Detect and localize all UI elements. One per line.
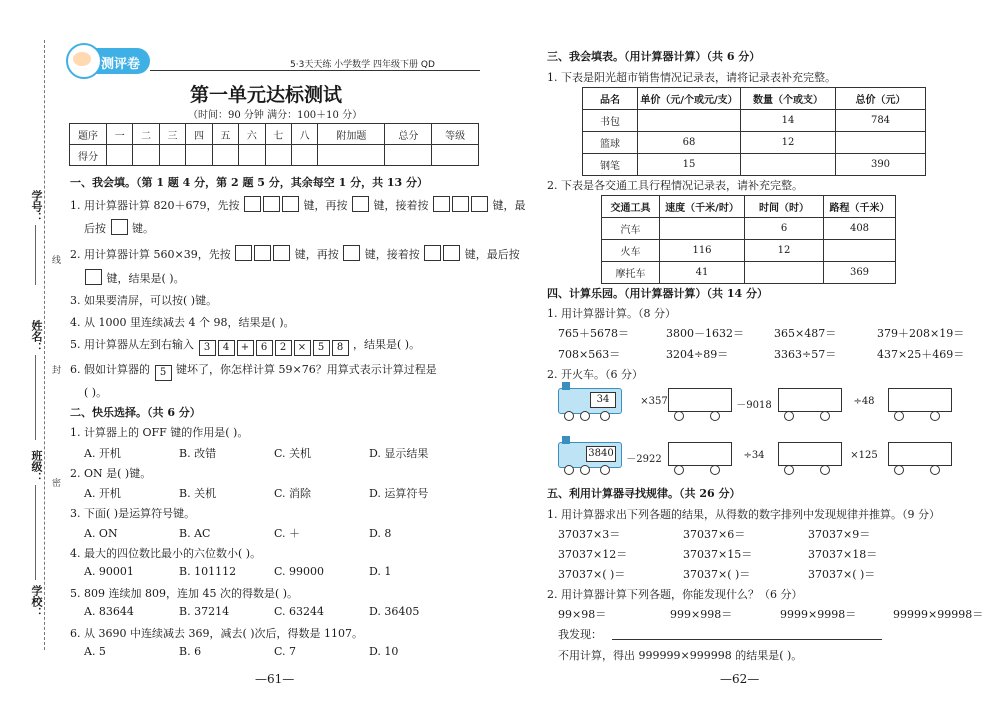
calc-item: 3204÷89＝ [666,348,729,361]
discover-label: 我发现： [558,628,602,641]
pattern-item: 9999×9998＝ [780,608,857,621]
answer-box[interactable] [443,245,460,261]
calc-row [558,325,964,341]
key-box: 5 [313,340,330,356]
pattern-item: 37037×12＝ [558,548,628,561]
right-page [500,0,1000,708]
train-1 [550,384,980,424]
table-header: 交通工具 [602,196,660,218]
score-cell: 五 [212,124,238,145]
mc-question: 2. ON 是( )键。 [70,467,152,480]
answer-box[interactable] [352,196,369,212]
key-box: + [237,340,254,356]
section5-q1: 1. 用计算器求出下列各题的结果，从得数的数字排列中发现规律并推算。（9 分） [547,508,940,521]
option[interactable]: A. 开机 [84,447,121,460]
pattern-row [558,606,983,622]
score-blank[interactable] [432,145,479,166]
option[interactable]: A. 开机 [84,487,121,500]
table-row [602,262,896,284]
option[interactable]: B. 改错 [179,447,217,460]
option[interactable]: C. 7 [274,645,297,658]
score-blank[interactable] [133,145,159,166]
table-cell: 15 [638,154,741,176]
train-op: ÷34 [743,450,765,461]
key-box: 4 [218,340,235,356]
text: 键，结果是( )。 [106,272,185,285]
question-1-3: 3. 如果要清屏，可以按( )键。 [70,294,218,307]
train-car[interactable] [888,388,952,412]
key-box: 3 [199,340,216,356]
option[interactable]: B. 6 [179,645,202,658]
text: 2. 用计算器计算 560×39，先按 [70,248,231,261]
pattern-item: 99999×99998＝ [893,608,984,621]
key-box: 6 [256,340,273,356]
text: 键，接着按 [373,199,429,212]
answer-box[interactable] [263,196,280,212]
option[interactable]: B. 101112 [179,565,237,578]
table-cell: 12 [741,132,836,154]
answer-box[interactable] [111,219,128,235]
table-row [602,240,896,262]
score-blank[interactable] [107,145,133,166]
table-cell: 369 [824,262,896,284]
table-cell: 68 [638,132,741,154]
calc-item: 3800－1632＝ [666,327,744,340]
wheel [600,465,610,475]
option[interactable]: D. 10 [369,645,399,658]
mascot-face [73,52,91,66]
score-cell: 等级 [432,124,479,145]
chimney [562,436,570,444]
wheel [674,411,684,421]
table-cell: 汽车 [602,218,660,240]
score-blank[interactable] [318,145,385,166]
wheel [930,465,940,475]
table-header: 品名 [583,88,638,110]
pattern-item: 37037×15＝ [683,548,753,561]
side-line [35,355,36,440]
train-car[interactable] [888,442,952,466]
table-cell[interactable] [741,154,836,176]
discover-line[interactable] [612,639,882,640]
table-cell: 钢笔 [583,154,638,176]
answer-box[interactable] [85,269,102,285]
mc-options [84,525,464,541]
answer-box[interactable] [273,245,290,261]
pattern-row [558,546,877,562]
section4-q2: 2. 开火车。（6 分） [547,368,643,381]
train-start-box: 34 [590,392,616,408]
train-op: ×125 [850,450,878,461]
answer-box[interactable] [471,196,488,212]
chimney [562,382,570,390]
score-cell: 八 [291,124,317,145]
table-cell: 390 [836,154,926,176]
option[interactable]: B. 37214 [179,605,230,618]
table-header: 时间（时） [745,196,824,218]
score-cell: 附加题 [318,124,385,145]
section5-q2: 2. 用计算器计算下列各题，你能发现什么？（6 分） [547,588,803,601]
pattern-item: 37037×6＝ [683,528,746,541]
text: 键坏了，你怎样计算 59×76？用算式表示计算过程是 [176,363,437,376]
calc-item: 365×487＝ [774,327,837,340]
table-cell: 408 [824,218,896,240]
question-1-2-cont [84,269,185,286]
question-1-1-cont [84,219,154,236]
score-table-header-row [70,124,479,145]
answer-box[interactable] [235,245,252,261]
table-row [583,132,926,154]
side-line [35,485,36,580]
table-cell: 784 [836,110,926,132]
train-car[interactable] [668,442,732,466]
wheel [784,411,794,421]
mc-question: 3. 下面( )是运算符号键。 [70,507,196,520]
calc-item: 765＋5678＝ [558,327,629,340]
table-cell[interactable] [745,262,824,284]
calc-row [558,346,964,362]
text: 键，接着按 [364,248,420,261]
table-header-row [583,88,926,110]
pattern-row [558,566,875,582]
text: 键。 [132,222,154,235]
question-1-6-cont: ( )。 [84,386,108,399]
train-op: ÷48 [853,396,875,407]
score-cell: 总分 [385,124,432,145]
calc-item: 379＋208×19＝ [877,327,965,340]
section5-title: 五、利用计算器寻找规律。（共 26 分） [547,487,741,500]
side-small-seal: 封 [50,365,60,374]
final-question: 不用计算，得出 999999×999998 的结果是( )。 [558,649,803,662]
table-header: 单价（元/个或元/支） [638,88,741,110]
side-small-line: 线 [50,255,60,264]
option[interactable]: C. 99000 [274,565,325,578]
mc-question: 6. 从 3690 中连续减去 369，减去( )次后，得数是 1107。 [70,627,364,640]
side-line [35,225,36,285]
calc-item: 708×563＝ [558,348,621,361]
wheel [580,411,590,421]
side-small-secret: 密 [50,478,60,487]
wheel [580,465,590,475]
section3-q1: 1. 下表是阳光超市销售情况记录表，请将记录表补充完整。 [547,71,836,84]
table-cell[interactable] [836,132,926,154]
table-cell: 12 [745,240,824,262]
wheel [564,411,574,421]
answer-box[interactable] [433,196,450,212]
table-cell: 摩托车 [602,262,660,284]
wheel [784,465,794,475]
key-box: 8 [332,340,349,356]
table-cell: 篮球 [583,132,638,154]
table-cell: 书包 [583,110,638,132]
option[interactable]: D. 8 [369,527,392,540]
text: 后按 [84,222,106,235]
table-header: 路程（千米） [824,196,896,218]
option[interactable]: A. 83644 [84,605,134,618]
pattern-item: 37037×9＝ [808,528,871,541]
train-op: ×357 [640,396,668,407]
option[interactable]: C. 消除 [274,487,312,500]
score-cell: 二 [133,124,159,145]
table-row [583,110,926,132]
table-cell[interactable] [824,240,896,262]
side-label-school: 学校： [30,585,43,618]
option[interactable]: B. 关机 [179,487,217,500]
score-cell: 七 [265,124,291,145]
key-box: 5 [155,365,172,381]
text: ，结果是( )。 [353,338,421,351]
table-header: 数量（个或支） [741,88,836,110]
pattern-item[interactable]: 37037×( )＝ [683,568,751,581]
table-cell: 火车 [602,240,660,262]
answer-box[interactable] [343,245,360,261]
page-number: —62— [720,672,760,686]
option[interactable]: D. 36405 [369,605,420,618]
page-subtitle: （时间：90 分钟 满分：100＋10 分） [188,110,363,121]
wheel [600,411,610,421]
pattern-item[interactable]: 37037×( )＝ [808,568,876,581]
table-header: 总价（元） [836,88,926,110]
score-cell: 题序 [70,124,107,145]
text: 6. 假如计算器的 [70,363,150,376]
page-number: —61— [255,672,295,686]
key-box: 2 [275,340,292,356]
question-1-6 [70,361,437,381]
text: 1. 用计算器计算 820＋679，先按 [70,199,240,212]
answer-box[interactable] [254,245,271,261]
score-cell: 三 [159,124,185,145]
side-label-student-id: 学号： [30,190,43,223]
pattern-item: 37037×3＝ [558,528,621,541]
score-table-score-row [70,145,479,166]
mc-question: 4. 最大的四位数比最小的六位数小( )。 [70,547,262,560]
pattern-item: 99×98＝ [558,608,607,621]
side-label-class: 班级： [30,450,43,483]
score-cell: 四 [186,124,212,145]
pattern-row [558,526,870,542]
text: 键，最后按 [464,248,520,261]
calc-item: 437×25＋469＝ [877,348,965,361]
section2-title: 二、快乐选择。（共 6 分） [70,406,201,419]
badge-text: 测评卷 [101,57,141,72]
table-row [602,218,896,240]
question-1-4: 4. 从 1000 里连续减去 4 个 98，结果是( )。 [70,316,295,329]
table-cell: 41 [660,262,745,284]
score-cell: 六 [239,124,265,145]
score-blank[interactable] [291,145,317,166]
score-blank[interactable] [159,145,185,166]
score-blank[interactable] [385,145,432,166]
option[interactable]: C. 63244 [274,605,325,618]
dashed-binding-line [44,40,45,650]
mc-options [84,445,464,461]
table-header-row [602,196,896,218]
pattern-item[interactable]: 37037×( )＝ [558,568,626,581]
wheel [894,465,904,475]
section3-title: 三、我会填表。（用计算器计算）（共 6 分） [547,50,761,63]
option[interactable]: D. 显示结果 [369,447,429,460]
table-cell[interactable] [638,110,741,132]
option[interactable]: D. 运算符号 [369,487,429,500]
text: 键，最 [492,199,526,212]
key-box: × [294,340,311,356]
sales-table [582,87,926,176]
wheel [820,465,830,475]
option[interactable]: C. ＋ [274,527,301,540]
score-blank[interactable] [212,145,238,166]
question-1-2 [70,245,520,262]
mc-options [84,605,464,618]
table-header: 速度（千米/时） [660,196,745,218]
train-car[interactable] [778,442,842,466]
score-label: 得分 [70,145,107,166]
answer-box[interactable] [452,196,469,212]
wheel [674,465,684,475]
section4-q1: 1. 用计算器计算。（8 分） [547,307,676,320]
score-blank[interactable] [239,145,265,166]
train-op: －9018 [736,400,772,411]
text: 5. 用计算器从左到右输入 [70,338,194,351]
wheel [930,411,940,421]
pattern-item: 999×998＝ [670,608,733,621]
table-row [583,154,926,176]
option[interactable]: A. ON [84,527,118,540]
mc-options [84,565,464,578]
section1-title: 一、我会填。（第 1 题 4 分，第 2 题 5 分，其余每空 1 分，共 13 分） [70,176,429,189]
transport-table [601,195,896,284]
calc-item: 3363÷57＝ [774,348,837,361]
answer-box[interactable] [424,245,441,261]
score-blank[interactable] [265,145,291,166]
train-car[interactable] [778,388,842,412]
wheel [820,411,830,421]
score-cell: 一 [107,124,133,145]
option[interactable]: A. 90001 [84,565,134,578]
table-cell: 6 [745,218,824,240]
side-label-name: 姓名： [30,320,43,353]
text: 键，再按 [303,199,348,212]
section3-q2: 2. 下表是各交通工具行程情况记录表，请补充完整。 [547,179,803,192]
pattern-item: 37037×18＝ [808,548,878,561]
score-blank[interactable] [186,145,212,166]
header-right: 5·3天天练 小学数学 四年级下册 QD [290,60,435,70]
mc-question: 5. 809 连续加 809，连加 45 次的得数是( )。 [70,587,299,600]
train-op: －2922 [626,454,662,465]
option[interactable]: D. 1 [369,565,392,578]
page-title: 第一单元达标测试 [190,84,343,106]
mc-question: 1. 计算器上的 OFF 键的作用是( )。 [70,426,249,439]
option[interactable]: B. AC [179,527,211,540]
question-1-5 [70,336,420,356]
train-car[interactable] [668,388,732,412]
train-start-box: 3840 [586,446,616,462]
option[interactable]: C. 关机 [274,447,312,460]
wheel [710,411,720,421]
table-cell: 14 [741,110,836,132]
wheel [894,411,904,421]
score-table [69,123,479,166]
option[interactable]: A. 5 [84,645,106,658]
section4-title: 四、计算乐园。（用计算器计算）（共 14 分） [547,287,768,300]
text: 键，再按 [294,248,339,261]
wheel [564,465,574,475]
header-rule [150,70,480,71]
table-cell: 116 [660,240,745,262]
wheel [710,465,720,475]
train-2 [550,438,980,478]
table-cell[interactable] [660,218,745,240]
answer-box[interactable] [244,196,261,212]
mc-options [84,645,464,658]
mc-options [84,485,464,501]
answer-box[interactable] [282,196,299,212]
question-1-1 [70,196,525,213]
